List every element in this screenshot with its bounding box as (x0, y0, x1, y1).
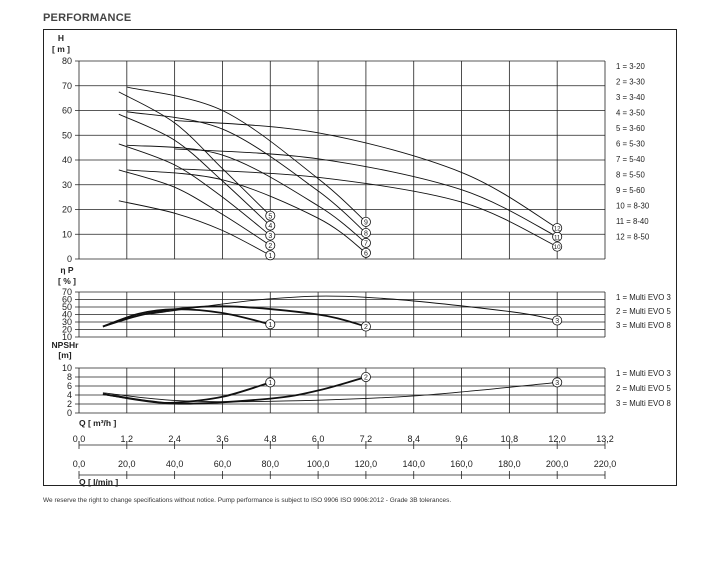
npsh-ytick-label: 2 (66, 399, 72, 409)
head-legend-item: 6 = 5-30 (616, 139, 645, 149)
head-ytick-label: 40 (61, 155, 72, 165)
head-legend-item: 7 = 5-40 (616, 155, 645, 164)
flow-lmin-tick-label: 220,0 (593, 459, 617, 469)
eff-ylabel: η P (60, 265, 74, 275)
flow-m3h-tick-label: 4,8 (264, 434, 277, 444)
npsh-series-3 (103, 380, 560, 401)
flow-m3h-tick-label: 13,2 (596, 434, 614, 444)
head-marker-label-1: 1 (268, 252, 273, 260)
flow-m3h-tick-label: 0,0 (72, 434, 86, 444)
head-ytick-label: 70 (61, 80, 72, 91)
npsh-ytick-label: 10 (61, 363, 72, 373)
eff-marker-label-1: 1 (268, 321, 273, 329)
npsh-marker-label-1: 1 (268, 380, 273, 387)
flow-m3h-tick-label: 1,2 (120, 434, 134, 444)
head-legend-item: 8 = 5-50 (616, 170, 645, 180)
npsh-ylabel: NPSHr (51, 340, 79, 350)
flow-m3h-label: Q [ m³/h ] (79, 418, 117, 428)
npsh-yunit: [m] (58, 350, 72, 360)
head-yunit: [ m ] (52, 44, 70, 54)
head-ytick-label: 30 (61, 179, 72, 190)
head-ytick-label: 10 (61, 229, 72, 240)
npsh-legend-item: 2 = Multi EVO 5 (616, 384, 671, 393)
head-ytick-label: 0 (66, 254, 72, 264)
npsh-ytick-label: 8 (66, 372, 72, 382)
npsh-legend-item: 3 = Multi EVO 8 (616, 399, 671, 408)
head-series-3 (119, 144, 273, 236)
flow-lmin-tick-label: 140,0 (402, 459, 425, 469)
head-marker-label-8: 8 (363, 230, 368, 238)
head-marker-label-7: 7 (363, 240, 368, 248)
flow-m3h-tick-label: 9,6 (455, 434, 468, 444)
head-marker-label-5: 5 (268, 213, 273, 221)
npsh-marker-label-2: 2 (363, 374, 368, 382)
head-marker-label-4: 4 (268, 223, 273, 231)
npsh-ytick-label: 6 (66, 381, 72, 391)
head-legend-item: 12 = 8-50 (616, 232, 650, 242)
eff-legend-item: 2 = Multi EVO 5 (616, 307, 671, 316)
eff-ytick-label: 60 (61, 294, 72, 305)
head-legend-item: 3 = 3-40 (616, 93, 645, 102)
head-legend-item: 10 = 8-30 (616, 201, 650, 211)
flow-m3h-tick-label: 3,6 (216, 434, 229, 444)
npsh-legend-item: 1 = Multi EVO 3 (616, 369, 671, 378)
flow-lmin-tick-label: 40,0 (165, 459, 184, 469)
eff-series-2 (103, 306, 366, 326)
head-legend-item: 4 = 3-50 (616, 108, 645, 118)
flow-m3h-tick-label: 8,4 (407, 434, 420, 444)
head-ytick-label: 50 (61, 130, 72, 141)
flow-lmin-tick-label: 120,0 (354, 459, 378, 469)
head-marker-label-11: 11 (553, 234, 561, 242)
head-ytick-label: 20 (61, 204, 72, 215)
head-series-9 (127, 87, 366, 222)
eff-marker-label-3: 3 (555, 318, 560, 326)
eff-ytick-label: 30 (61, 317, 72, 327)
head-legend-item: 1 = 3-20 (616, 62, 645, 71)
head-legend-item: 2 = 3-30 (616, 77, 645, 87)
npsh-ytick-label: 0 (66, 408, 72, 418)
head-marker-label-10: 10 (553, 244, 561, 252)
flow-lmin-tick-label: 80,0 (261, 459, 280, 469)
head-series-1 (119, 201, 273, 256)
flow-lmin-tick-label: 20,0 (118, 459, 136, 469)
head-marker-label-6: 6 (363, 250, 368, 258)
flow-m3h-tick-label: 7,2 (359, 434, 373, 444)
flow-lmin-tick-label: 160,0 (450, 459, 473, 469)
head-legend-item: 5 = 3-60 (616, 124, 645, 133)
eff-ytick-label: 50 (61, 302, 72, 312)
flow-lmin-tick-label: 0,0 (72, 459, 86, 469)
flow-lmin-label: Q [ l/min ] (79, 477, 119, 487)
flow-lmin-tick-label: 200,0 (545, 459, 569, 469)
flow-lmin-tick-label: 180,0 (498, 459, 521, 469)
footer-note: We reserve the right to change specifications without notice. Pump performance is subject to ISO 9906 ISO 9906:2012 - Grade 3B tolerances. (43, 497, 452, 504)
eff-legend-item: 3 = Multi EVO 8 (616, 321, 671, 330)
head-legend-item: 9 = 5-60 (616, 186, 645, 195)
head-marker-label-9: 9 (363, 219, 368, 227)
head-marker-label-2: 2 (268, 242, 273, 250)
flow-m3h-tick-label: 10,8 (500, 434, 519, 444)
head-ylabel: H (57, 33, 65, 43)
npsh-marker-label-3: 3 (555, 380, 560, 387)
npsh-ytick-label: 4 (66, 390, 72, 400)
head-marker-label-12: 12 (553, 225, 561, 233)
eff-yunit: [ % ] (58, 276, 76, 286)
head-legend-item: 11 = 8-40 (616, 217, 649, 226)
eff-ytick-label: 40 (61, 309, 72, 320)
eff-marker-label-2: 2 (363, 324, 368, 332)
flow-m3h-tick-label: 2,4 (168, 434, 181, 444)
flow-m3h-tick-label: 12,0 (548, 434, 566, 444)
flow-lmin-tick-label: 100,0 (306, 459, 330, 469)
eff-legend-item: 1 = Multi EVO 3 (616, 293, 671, 302)
flow-lmin-tick-label: 60,0 (213, 459, 232, 469)
head-ytick-label: 80 (61, 56, 72, 66)
eff-ytick-label: 70 (61, 287, 72, 297)
eff-ytick-label: 20 (61, 324, 72, 335)
flow-m3h-tick-label: 6,0 (311, 434, 325, 444)
head-ytick-label: 60 (61, 105, 72, 116)
head-marker-label-3: 3 (268, 233, 273, 241)
page-title: PERFORMANCE (43, 12, 132, 24)
eff-ytick-label: 10 (61, 332, 72, 342)
